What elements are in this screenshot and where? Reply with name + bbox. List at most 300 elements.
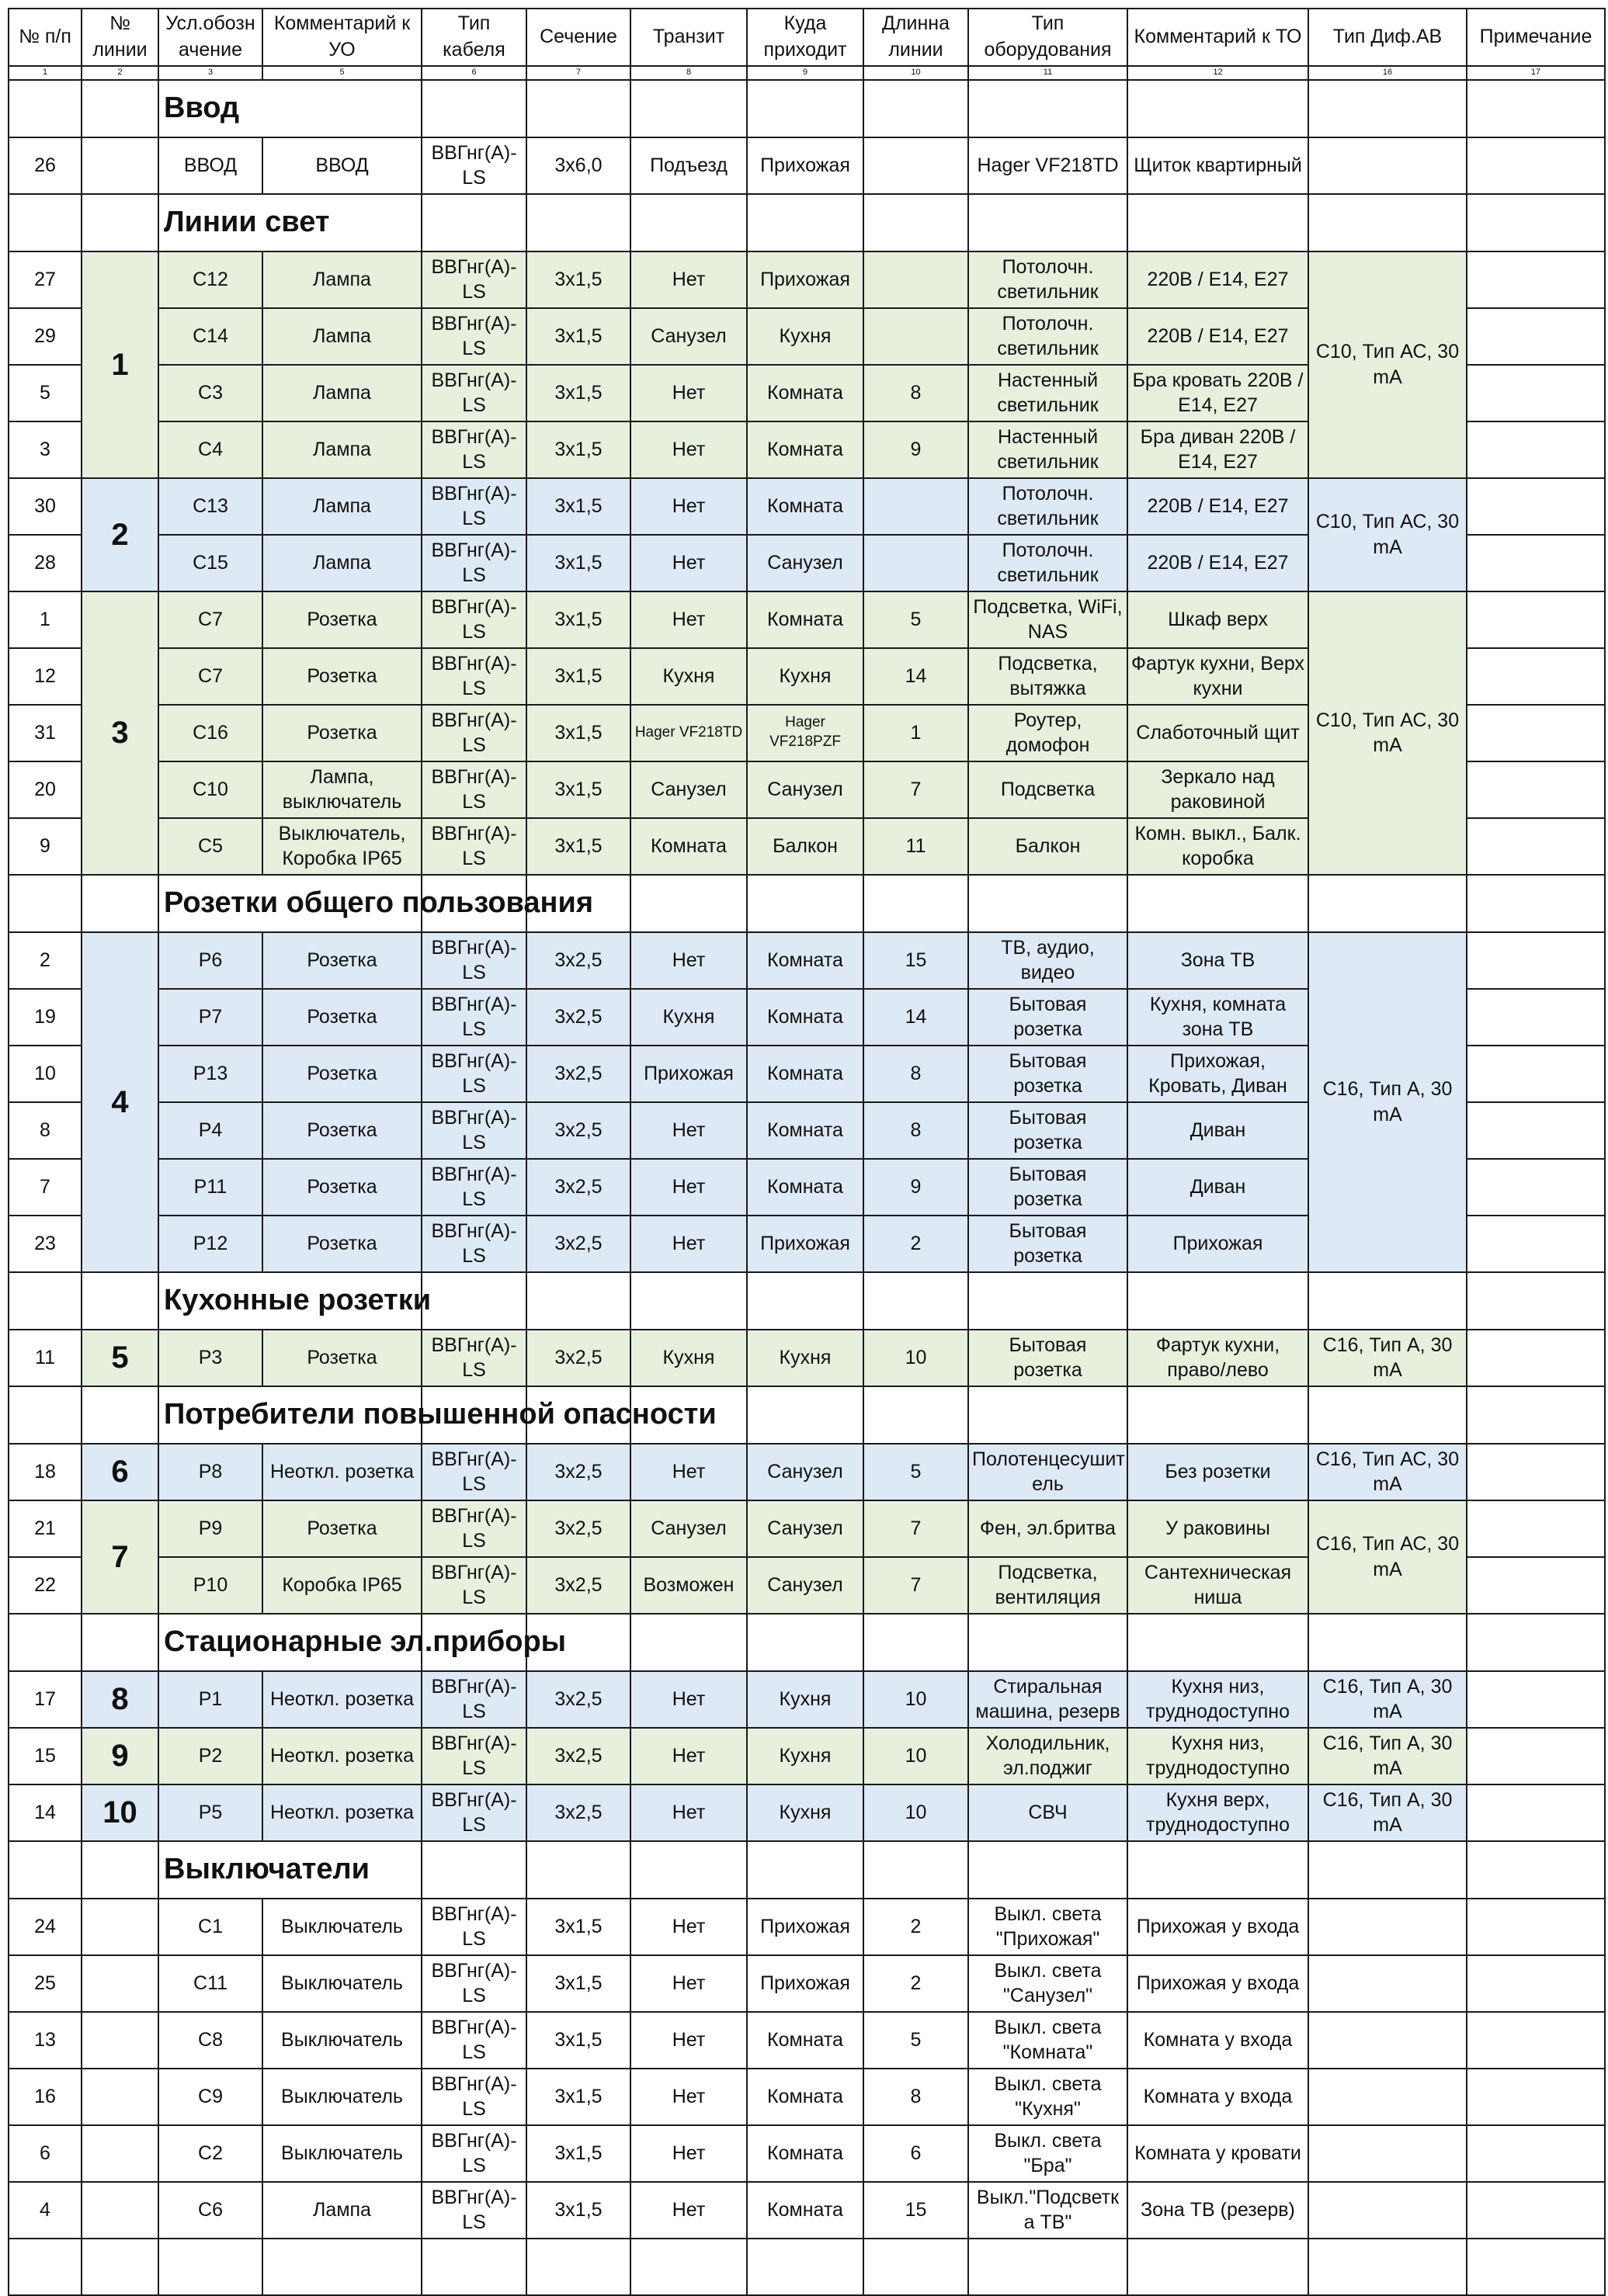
line-length-cell: 2 [863, 1899, 968, 1955]
section-row [9, 1272, 1605, 1330]
destination-cell: Комната [747, 2069, 863, 2125]
equipment-type-cell: Потолочн. светильник [968, 478, 1127, 535]
cross-section-cell: 3х2,5 [526, 1557, 630, 1614]
cable-type-cell: ВВГнг(А)-LS [422, 705, 526, 761]
transit-cell: Нет [630, 1728, 747, 1784]
cable-type-cell: ВВГнг(А)-LS [422, 1784, 526, 1841]
equipment-type-cell: Роутер, домофон [968, 705, 1127, 761]
section-row [9, 194, 1605, 251]
designation-comment-cell: Лампа [262, 2182, 422, 2239]
section-empty-cell [1308, 80, 1467, 137]
row-number-cell: 7 [9, 1159, 82, 1216]
row-number-cell: 9 [9, 818, 82, 875]
line-length-cell: 8 [863, 1046, 968, 1102]
cable-type-cell: ВВГнг(А)-LS [422, 591, 526, 648]
designation-comment-cell: Лампа [262, 251, 422, 308]
cross-section-cell: 3х1,5 [526, 1955, 630, 2012]
line-number-cell: 6 [82, 1444, 158, 1500]
section-empty-cell [1127, 1841, 1308, 1899]
row-number-cell: 6 [9, 2125, 82, 2182]
section-empty-cell [968, 875, 1127, 932]
cable-type-cell: ВВГнг(А)-LS [422, 308, 526, 365]
equipment-comment-cell: Комн. выкл., Балк. коробка [1127, 818, 1308, 875]
column-number-row [9, 66, 1605, 80]
column-number: 7 [526, 66, 630, 80]
cross-section-cell: 3х2,5 [526, 1728, 630, 1784]
designation-comment-cell: Розетка [262, 932, 422, 989]
cross-section-cell: 3х1,5 [526, 308, 630, 365]
section-empty-cell [863, 1386, 968, 1444]
line-length-cell: 14 [863, 648, 968, 705]
table-row [9, 2182, 1605, 2239]
cross-section-cell: 3х1,5 [526, 478, 630, 535]
header-destination: Куда приходит [747, 9, 863, 66]
empty-cell [422, 2239, 526, 2295]
designation-cell: С9 [158, 2069, 262, 2125]
equipment-comment-cell: Кухня низ, труднодоступно [1127, 1728, 1308, 1784]
row-number-cell: 8 [9, 1102, 82, 1159]
cross-section-cell: 3х1,5 [526, 761, 630, 818]
section-empty-cell [526, 194, 630, 251]
note-cell [1467, 535, 1605, 591]
destination-cell: Прихожая [747, 1216, 863, 1272]
equipment-type-cell: Фен, эл.бритва [968, 1500, 1127, 1557]
note-cell [1467, 1671, 1605, 1728]
destination-cell: Балкон [747, 818, 863, 875]
section-row [9, 1614, 1605, 1671]
equipment-comment-cell: У раковины [1127, 1500, 1308, 1557]
cable-type-cell: ВВГнг(А)-LS [422, 989, 526, 1046]
cross-section-cell: 3х1,5 [526, 648, 630, 705]
section-empty-cell [968, 1841, 1127, 1899]
line-number-cell: 9 [82, 1728, 158, 1784]
transit-cell: Нет [630, 421, 747, 478]
equipment-type-cell: Полотенцесушит ель [968, 1444, 1127, 1500]
designation-comment-cell: Розетка [262, 1330, 422, 1386]
cross-section-cell: 3х1,5 [526, 251, 630, 308]
cable-type-cell: ВВГнг(А)-LS [422, 648, 526, 705]
line-length-cell: 9 [863, 1159, 968, 1216]
line-number-cell [82, 137, 158, 194]
designation-comment-cell: Выключатель [262, 2012, 422, 2069]
section-empty-cell [968, 80, 1127, 137]
designation-comment-cell: Розетка [262, 1046, 422, 1102]
equipment-type-cell: Бытовая розетка [968, 1216, 1127, 1272]
cross-section-cell: 3х2,5 [526, 989, 630, 1046]
note-cell [1467, 1784, 1605, 1841]
cable-type-cell: ВВГнг(А)-LS [422, 1955, 526, 2012]
empty-cell [1308, 2239, 1467, 2295]
section-empty-cell [526, 1841, 630, 1899]
line-number-cell: 5 [82, 1330, 158, 1386]
destination-cell: Комната [747, 421, 863, 478]
column-number: 9 [747, 66, 863, 80]
section-empty-cell [747, 1614, 863, 1671]
empty-cell [262, 2239, 422, 2295]
cable-type-cell: ВВГнг(А)-LS [422, 1500, 526, 1557]
section-empty-cell [863, 80, 968, 137]
rcd-type-cell: С10, Тип АС, 30 mA [1308, 251, 1467, 478]
row-number-cell: 1 [9, 591, 82, 648]
header-designation: Усл.обозн ачение [158, 9, 262, 66]
transit-cell: Прихожая [630, 1046, 747, 1102]
transit-cell: Нет [630, 251, 747, 308]
line-number-cell [82, 1899, 158, 1955]
table-row [9, 2069, 1605, 2125]
section-empty-cell [9, 80, 82, 137]
row-number-cell: 16 [9, 2069, 82, 2125]
cross-section-cell: 3х2,5 [526, 1444, 630, 1500]
note-cell [1467, 2012, 1605, 2069]
designation-cell: С1 [158, 1899, 262, 1955]
transit-cell: Санузел [630, 761, 747, 818]
equipment-type-cell: Потолочн. светильник [968, 308, 1127, 365]
equipment-type-cell: ТВ, аудио, видео [968, 932, 1127, 989]
designation-comment-cell: Неоткл. розетка [262, 1671, 422, 1728]
cross-section-cell: 3х2,5 [526, 1046, 630, 1102]
transit-cell: Нет [630, 1899, 747, 1955]
equipment-comment-cell: Бра кровать 220В / Е14, Е27 [1127, 365, 1308, 421]
designation-cell: С5 [158, 818, 262, 875]
equipment-comment-cell: Щиток квартирный [1127, 137, 1308, 194]
line-length-cell: 10 [863, 1330, 968, 1386]
row-number-cell: 21 [9, 1500, 82, 1557]
table-row [9, 1728, 1605, 1784]
transit-cell: Нет [630, 1159, 747, 1216]
cross-section-cell: 3х1,5 [526, 705, 630, 761]
designation-comment-cell: ВВОД [262, 137, 422, 194]
equipment-comment-cell: Слаботочный щит [1127, 705, 1308, 761]
designation-comment-cell: Розетка [262, 989, 422, 1046]
note-cell [1467, 1216, 1605, 1272]
empty-cell [1467, 2239, 1605, 2295]
empty-cell [526, 2239, 630, 2295]
designation-cell: С12 [158, 251, 262, 308]
destination-cell: Комната [747, 2125, 863, 2182]
line-number-cell [82, 1955, 158, 2012]
row-number-cell: 24 [9, 1899, 82, 1955]
equipment-comment-cell: 220В / Е14, Е27 [1127, 308, 1308, 365]
equipment-type-cell: Выкл. света "Прихожая" [968, 1899, 1127, 1955]
row-number-cell: 19 [9, 989, 82, 1046]
transit-cell: Нет [630, 1444, 747, 1500]
note-cell [1467, 2125, 1605, 2182]
row-number-cell: 20 [9, 761, 82, 818]
designation-cell: С8 [158, 2012, 262, 2069]
note-cell [1467, 1728, 1605, 1784]
transit-cell: Нет [630, 1671, 747, 1728]
designation-cell: С16 [158, 705, 262, 761]
section-empty-cell [630, 194, 747, 251]
destination-cell: Санузел [747, 1500, 863, 1557]
column-number: 3 [158, 66, 262, 80]
table-row [9, 591, 1605, 648]
cross-section-cell: 3х1,5 [526, 818, 630, 875]
row-number-cell: 5 [9, 365, 82, 421]
section-empty-cell [1308, 1614, 1467, 1671]
designation-cell: Р7 [158, 989, 262, 1046]
cross-section-cell: 3х6,0 [526, 137, 630, 194]
line-length-cell: 7 [863, 761, 968, 818]
rcd-type-cell [1308, 1955, 1467, 2012]
transit-cell: Кухня [630, 1330, 747, 1386]
cross-section-cell: 3х2,5 [526, 1216, 630, 1272]
section-empty-cell [747, 1272, 863, 1330]
section-empty-cell [747, 194, 863, 251]
section-empty-cell [82, 194, 158, 251]
destination-cell: Санузел [747, 535, 863, 591]
destination-cell: Комната [747, 2012, 863, 2069]
table-row [9, 137, 1605, 194]
section-empty-cell [1308, 1841, 1467, 1899]
cross-section-cell: 3х2,5 [526, 1102, 630, 1159]
column-number: 8 [630, 66, 747, 80]
designation-comment-cell: Лампа, выключатель [262, 761, 422, 818]
designation-cell: ВВОД [158, 137, 262, 194]
equipment-comment-cell: Диван [1127, 1102, 1308, 1159]
destination-cell: Кухня [747, 1728, 863, 1784]
destination-cell: Санузел [747, 1444, 863, 1500]
destination-cell: Комната [747, 1159, 863, 1216]
section-empty-cell [1308, 194, 1467, 251]
section-empty-cell [630, 1614, 747, 1671]
cable-type-cell: ВВГнг(А)-LS [422, 818, 526, 875]
section-empty-cell [1467, 1841, 1605, 1899]
empty-cell [158, 2239, 262, 2295]
destination-cell: Кухня [747, 308, 863, 365]
empty-row [9, 2239, 1605, 2295]
cross-section-cell: 3х1,5 [526, 535, 630, 591]
header-line-length: Длинна линии [863, 9, 968, 66]
equipment-comment-cell: Фартук кухни, право/лево [1127, 1330, 1308, 1386]
line-length-cell: 7 [863, 1557, 968, 1614]
section-empty-cell [9, 194, 82, 251]
note-cell [1467, 1330, 1605, 1386]
section-empty-cell [82, 80, 158, 137]
designation-cell: С15 [158, 535, 262, 591]
equipment-comment-cell: Прихожая у входа [1127, 1899, 1308, 1955]
section-empty-cell [1467, 875, 1605, 932]
note-cell [1467, 1102, 1605, 1159]
note-cell [1467, 1557, 1605, 1614]
row-number-cell: 25 [9, 1955, 82, 2012]
designation-cell: Р11 [158, 1159, 262, 1216]
designation-comment-cell: Лампа [262, 421, 422, 478]
rcd-type-cell [1308, 1899, 1467, 1955]
column-number: 17 [1467, 66, 1605, 80]
cable-type-cell: ВВГнг(А)-LS [422, 478, 526, 535]
section-empty-cell [630, 80, 747, 137]
designation-cell: С11 [158, 1955, 262, 2012]
header-equipment-type: Тип оборудования [968, 9, 1127, 66]
empty-cell [863, 2239, 968, 2295]
section-empty-cell [422, 1272, 526, 1330]
section-empty-cell [422, 80, 526, 137]
line-length-cell: 1 [863, 705, 968, 761]
table-row [9, 478, 1605, 535]
cross-section-cell: 3х1,5 [526, 421, 630, 478]
equipment-type-cell: Бытовая розетка [968, 1102, 1127, 1159]
equipment-comment-cell: Прихожая, Кровать, Диван [1127, 1046, 1308, 1102]
line-length-cell [863, 308, 968, 365]
table-row [9, 1955, 1605, 2012]
designation-comment-cell: Лампа [262, 478, 422, 535]
column-number: 2 [82, 66, 158, 80]
table-row [9, 2012, 1605, 2069]
destination-cell: Комната [747, 365, 863, 421]
designation-comment-cell: Выключатель [262, 2125, 422, 2182]
line-length-cell: 8 [863, 365, 968, 421]
cable-type-cell: ВВГнг(А)-LS [422, 761, 526, 818]
section-empty-cell [630, 1272, 747, 1330]
destination-cell: Кухня [747, 1671, 863, 1728]
line-length-cell: 15 [863, 2182, 968, 2239]
equipment-comment-cell: 220В / Е14, Е27 [1127, 251, 1308, 308]
line-number-cell: 1 [82, 251, 158, 478]
note-cell [1467, 308, 1605, 365]
line-number-cell: 8 [82, 1671, 158, 1728]
table-row [9, 1444, 1605, 1500]
header-transit: Транзит [630, 9, 747, 66]
table-row [9, 1899, 1605, 1955]
note-cell [1467, 1159, 1605, 1216]
line-number-cell [82, 2069, 158, 2125]
header-designation-comment: Комментарий к УО [262, 9, 422, 66]
empty-cell [747, 2239, 863, 2295]
rcd-type-cell: С16, Тип А, 30 mA [1308, 1784, 1467, 1841]
line-length-cell: 15 [863, 932, 968, 989]
destination-cell: Комната [747, 478, 863, 535]
cable-type-cell: ВВГнг(А)-LS [422, 1671, 526, 1728]
section-empty-cell [82, 875, 158, 932]
cable-type-cell: ВВГнг(А)-LS [422, 1216, 526, 1272]
line-number-cell: 4 [82, 932, 158, 1272]
transit-cell: Нет [630, 2012, 747, 2069]
equipment-type-cell: Подсветка, WiFi, NAS [968, 591, 1127, 648]
note-cell [1467, 648, 1605, 705]
destination-cell: Санузел [747, 1557, 863, 1614]
cable-type-cell: ВВГнг(А)-LS [422, 365, 526, 421]
designation-comment-cell: Выключатель [262, 1899, 422, 1955]
equipment-comment-cell: Шкаф верх [1127, 591, 1308, 648]
line-length-cell: 6 [863, 2125, 968, 2182]
designation-cell: Р4 [158, 1102, 262, 1159]
equipment-comment-cell: Бра диван 220В / Е14, Е27 [1127, 421, 1308, 478]
section-empty-cell [630, 1841, 747, 1899]
destination-cell: Комната [747, 591, 863, 648]
section-empty-cell [82, 1614, 158, 1671]
note-cell [1467, 1500, 1605, 1557]
equipment-type-cell: Выкл. света "Санузел" [968, 1955, 1127, 2012]
destination-cell: Комната [747, 2182, 863, 2239]
equipment-type-cell: Стиральная машина, резерв [968, 1671, 1127, 1728]
transit-cell: Нет [630, 2069, 747, 2125]
note-cell [1467, 591, 1605, 648]
destination-cell: Hager VF218PZF [747, 705, 863, 761]
section-empty-cell [9, 1614, 82, 1671]
cable-type-cell: ВВГнг(А)-LS [422, 535, 526, 591]
designation-comment-cell: Розетка [262, 1216, 422, 1272]
cable-type-cell: ВВГнг(А)-LS [422, 1728, 526, 1784]
transit-cell: Нет [630, 478, 747, 535]
column-number: 16 [1308, 66, 1467, 80]
rcd-type-cell: С16, Тип А, 30 mA [1308, 1728, 1467, 1784]
section-empty-cell [526, 80, 630, 137]
transit-cell: Нет [630, 1784, 747, 1841]
designation-cell: Р13 [158, 1046, 262, 1102]
equipment-type-cell: Подсветка [968, 761, 1127, 818]
note-cell [1467, 1444, 1605, 1500]
designation-cell: Р10 [158, 1557, 262, 1614]
table-row [9, 1784, 1605, 1841]
note-cell [1467, 932, 1605, 989]
equipment-type-cell: Выкл. света "Комната" [968, 2012, 1127, 2069]
designation-cell: Р6 [158, 932, 262, 989]
section-empty-cell [968, 1386, 1127, 1444]
destination-cell: Кухня [747, 1784, 863, 1841]
section-title: Потребители повышенной опасности [158, 1386, 422, 1444]
section-row [9, 875, 1605, 932]
section-title: Розетки общего пользования [158, 875, 422, 932]
cable-type-cell: ВВГнг(А)-LS [422, 251, 526, 308]
cable-type-cell: ВВГнг(А)-LS [422, 1557, 526, 1614]
designation-comment-cell: Неоткл. розетка [262, 1784, 422, 1841]
cable-type-cell: ВВГнг(А)-LS [422, 1046, 526, 1102]
line-length-cell: 5 [863, 591, 968, 648]
note-cell [1467, 1955, 1605, 2012]
note-cell [1467, 2182, 1605, 2239]
transit-cell: Санузел [630, 308, 747, 365]
designation-cell: С14 [158, 308, 262, 365]
section-empty-cell [82, 1386, 158, 1444]
section-empty-cell [968, 1272, 1127, 1330]
destination-cell: Прихожая [747, 1955, 863, 2012]
section-title: Кухонные розетки [158, 1272, 422, 1330]
cross-section-cell: 3х1,5 [526, 1899, 630, 1955]
row-number-cell: 2 [9, 932, 82, 989]
rcd-type-cell: С16, Тип А, 30 mA [1308, 932, 1467, 1272]
column-number: 11 [968, 66, 1127, 80]
line-length-cell [863, 137, 968, 194]
line-length-cell: 10 [863, 1784, 968, 1841]
section-empty-cell [747, 1841, 863, 1899]
equipment-comment-cell: Прихожая [1127, 1216, 1308, 1272]
designation-comment-cell: Неоткл. розетка [262, 1728, 422, 1784]
transit-cell: Hager VF218TD [630, 705, 747, 761]
designation-cell: Р2 [158, 1728, 262, 1784]
section-empty-cell [9, 1272, 82, 1330]
section-empty-cell [9, 1841, 82, 1899]
line-length-cell [863, 535, 968, 591]
row-number-cell: 10 [9, 1046, 82, 1102]
empty-cell [9, 2239, 82, 2295]
equipment-comment-cell: Без розетки [1127, 1444, 1308, 1500]
header-cable-type: Тип кабеля [422, 9, 526, 66]
equipment-type-cell: Выкл. света "Кухня" [968, 2069, 1127, 2125]
designation-cell: С10 [158, 761, 262, 818]
section-empty-cell [82, 1841, 158, 1899]
note-cell [1467, 818, 1605, 875]
note-cell [1467, 478, 1605, 535]
equipment-type-cell: Выкл."Подсветк а ТВ" [968, 2182, 1127, 2239]
section-empty-cell [1308, 875, 1467, 932]
row-number-cell: 14 [9, 1784, 82, 1841]
table-row [9, 1500, 1605, 1557]
column-number: 5 [262, 66, 422, 80]
cross-section-cell: 3х1,5 [526, 2069, 630, 2125]
equipment-type-cell: Потолочн. светильник [968, 535, 1127, 591]
rcd-type-cell [1308, 2012, 1467, 2069]
